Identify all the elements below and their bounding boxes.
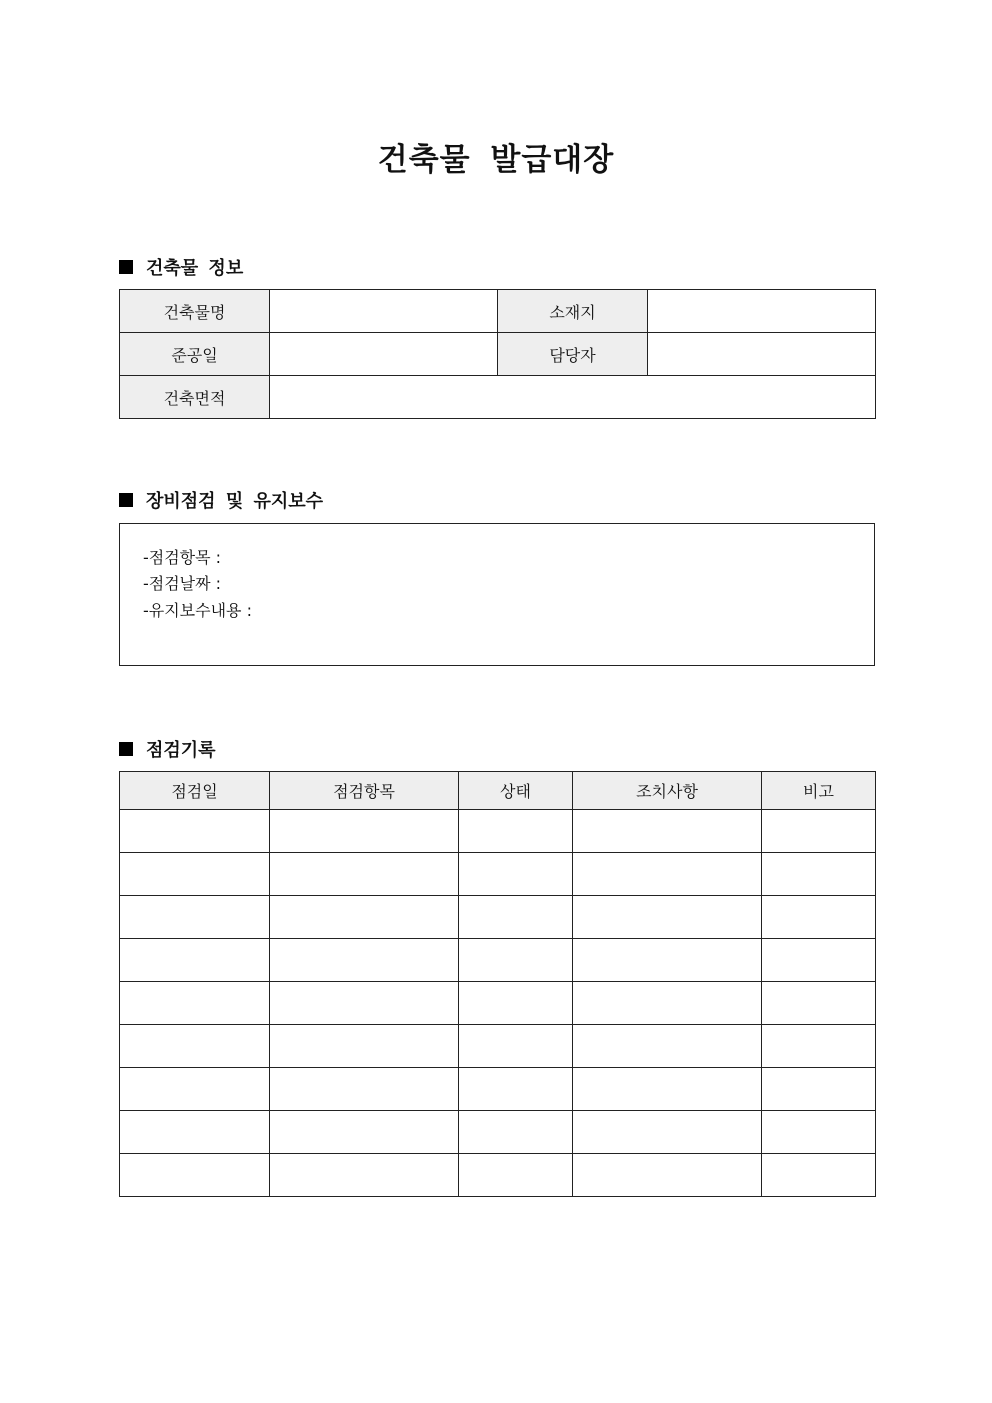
table-cell[interactable] (270, 1154, 459, 1197)
table-cell[interactable] (762, 1111, 876, 1154)
table-row (120, 982, 876, 1025)
table-cell[interactable] (573, 1068, 762, 1111)
table-cell[interactable] (573, 1154, 762, 1197)
table-cell[interactable] (459, 982, 573, 1025)
table-cell[interactable] (573, 939, 762, 982)
label-building-area: 건축면적 (120, 376, 270, 419)
table-cell[interactable] (120, 853, 270, 896)
table-cell[interactable] (120, 939, 270, 982)
section-heading-records (119, 736, 216, 762)
table-cell[interactable] (120, 1154, 270, 1197)
column-header-inspection-item: 점검항목 (270, 772, 459, 810)
section-heading-label: 건축물 정보 (146, 258, 244, 279)
column-header-status: 상태 (459, 772, 573, 810)
table-row (120, 939, 876, 982)
table-cell[interactable] (573, 896, 762, 939)
building-info-table (119, 289, 876, 419)
table-cell[interactable] (459, 1025, 573, 1068)
table-cell[interactable] (459, 896, 573, 939)
table-cell[interactable] (270, 1025, 459, 1068)
table-row (120, 1068, 876, 1111)
table-cell[interactable] (762, 982, 876, 1025)
label-manager: 담당자 (498, 333, 648, 376)
table-cell[interactable] (459, 1154, 573, 1197)
table-cell[interactable] (270, 939, 459, 982)
column-header-inspection-date: 점검일 (120, 772, 270, 810)
table-row (120, 333, 876, 376)
table-cell[interactable] (762, 1068, 876, 1111)
label-completion-date: 준공일 (120, 333, 270, 376)
table-cell[interactable] (270, 810, 459, 853)
table-cell[interactable] (573, 1025, 762, 1068)
table-cell[interactable] (270, 853, 459, 896)
field-location[interactable] (648, 290, 876, 333)
maintenance-line-inspection-date: -점검날짜 : (143, 574, 222, 593)
table-cell[interactable] (762, 810, 876, 853)
table-cell[interactable] (459, 939, 573, 982)
field-completion-date[interactable] (270, 333, 498, 376)
table-row (120, 810, 876, 853)
table-row (120, 896, 876, 939)
field-building-name[interactable] (270, 290, 498, 333)
table-cell[interactable] (270, 896, 459, 939)
table-cell[interactable] (459, 1068, 573, 1111)
table-cell[interactable] (270, 1068, 459, 1111)
table-row (120, 1154, 876, 1197)
table-cell[interactable] (573, 853, 762, 896)
table-header-row (120, 772, 876, 810)
table-cell[interactable] (762, 1154, 876, 1197)
table-cell[interactable] (120, 1025, 270, 1068)
inspection-records-table (119, 771, 876, 1197)
label-location: 소재지 (498, 290, 648, 333)
table-cell[interactable] (573, 810, 762, 853)
table-row (120, 376, 876, 419)
section-heading-building-info (119, 254, 243, 280)
table-cell[interactable] (762, 853, 876, 896)
table-cell[interactable] (459, 853, 573, 896)
section-heading-label: 점검기록 (146, 740, 216, 761)
label-building-name: 건축물명 (120, 290, 270, 333)
table-row (120, 853, 876, 896)
table-cell[interactable] (573, 1111, 762, 1154)
table-cell[interactable] (120, 1068, 270, 1111)
square-bullet-icon (119, 493, 133, 507)
table-cell[interactable] (270, 1111, 459, 1154)
table-cell[interactable] (762, 939, 876, 982)
square-bullet-icon (119, 260, 133, 274)
maintenance-line-maintenance-content: -유지보수내용 : (143, 601, 252, 620)
table-cell[interactable] (762, 1025, 876, 1068)
column-header-remarks: 비고 (762, 772, 876, 810)
table-cell[interactable] (120, 1111, 270, 1154)
section-heading-label: 장비점검 및 유지보수 (146, 491, 324, 512)
table-cell[interactable] (459, 810, 573, 853)
field-building-area[interactable] (270, 376, 876, 419)
table-row (120, 290, 876, 333)
section-heading-maintenance (119, 487, 323, 513)
column-header-action: 조치사항 (573, 772, 762, 810)
table-cell[interactable] (120, 810, 270, 853)
maintenance-line-inspection-item: -점검항목 : (143, 548, 222, 567)
maintenance-box[interactable] (119, 523, 875, 666)
page-title: 건축물 발급대장 (377, 142, 615, 178)
table-cell[interactable] (459, 1111, 573, 1154)
table-cell[interactable] (270, 982, 459, 1025)
table-cell[interactable] (573, 982, 762, 1025)
table-row (120, 1111, 876, 1154)
table-cell[interactable] (120, 896, 270, 939)
records-body (120, 810, 876, 1197)
field-manager[interactable] (648, 333, 876, 376)
table-cell[interactable] (762, 896, 876, 939)
table-row (120, 1025, 876, 1068)
square-bullet-icon (119, 742, 133, 756)
table-cell[interactable] (120, 982, 270, 1025)
